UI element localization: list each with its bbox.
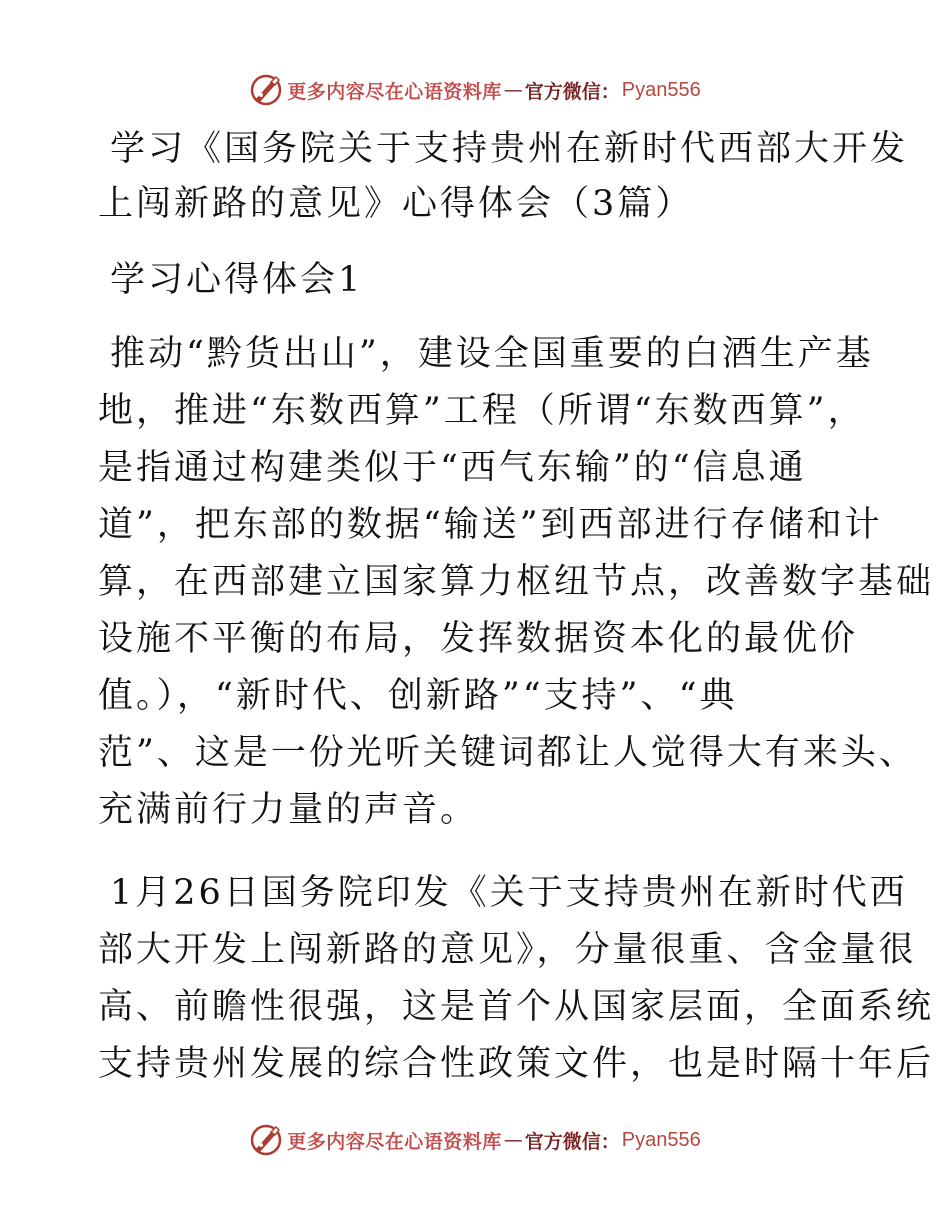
paragraph-1 [98, 326, 935, 839]
pen-logo-icon [249, 73, 283, 107]
banner-wechat-id: Pyan556 [621, 1128, 701, 1151]
paragraph-line: 支持贵州发展的综合性政策文件，也是时隔十年后 [98, 1044, 935, 1084]
paragraph-line: 算，在西部建立国家算力枢纽节点，改善数字基础 [98, 562, 935, 602]
banner-wechat-id: Pyan556 [621, 78, 701, 101]
banner-separator: — [503, 79, 523, 101]
paragraph-line: 设施不平衡的布局，发挥数据资本化的最优价 [98, 619, 859, 659]
paragraph-line: 充满前行力量的声音。 [98, 790, 479, 830]
document-title [98, 122, 909, 232]
title-line: 学习《国务院关于支持贵州在新时代西部大开发 [110, 129, 909, 169]
banner-wechat-label: 官方微信： [524, 80, 620, 103]
paragraph-line: 范”、这是一份光听关键词都让人觉得大有来头、 [98, 733, 917, 773]
paragraph-line: 1月26日国务院印发《关于支持贵州在新时代西 [110, 873, 908, 913]
title-line: 上闯新路的意见》心得体会（3篇） [98, 184, 694, 224]
banner-separator: — [503, 1129, 523, 1151]
pen-logo-icon [249, 1123, 283, 1157]
banner-wechat-label: 官方微信： [524, 1130, 620, 1153]
banner-main-text: 更多内容尽在心语资料库 [287, 1130, 502, 1153]
footer-watermark-banner [0, 1122, 950, 1158]
paragraph-line: 地，推进“东数西算”工程（所谓“东数西算”， [98, 391, 866, 431]
paragraph-line: 是指通过构建类似于“西气东输”的“信息通 [98, 448, 807, 488]
header-watermark-banner [0, 72, 950, 108]
paragraph-line: 部大开发上闯新路的意见》，分量很重、含金量很 [98, 930, 917, 970]
paragraph-line: 推动“黔货出山”，建设全国重要的白酒生产基 [110, 334, 874, 374]
paragraph-2 [98, 865, 935, 1093]
section-heading [98, 252, 858, 309]
paragraph-line: 值。），“新时代、创新路”“支持”、“典 [98, 676, 738, 716]
section-heading-text: 学习心得体会1 [110, 260, 364, 300]
banner-main-text: 更多内容尽在心语资料库 [287, 80, 502, 103]
paragraph-line: 道”，把东部的数据“输送”到西部进行存储和计 [98, 505, 883, 545]
paragraph-line: 高、前瞻性很强，这是首个从国家层面，全面系统 [98, 987, 935, 1027]
